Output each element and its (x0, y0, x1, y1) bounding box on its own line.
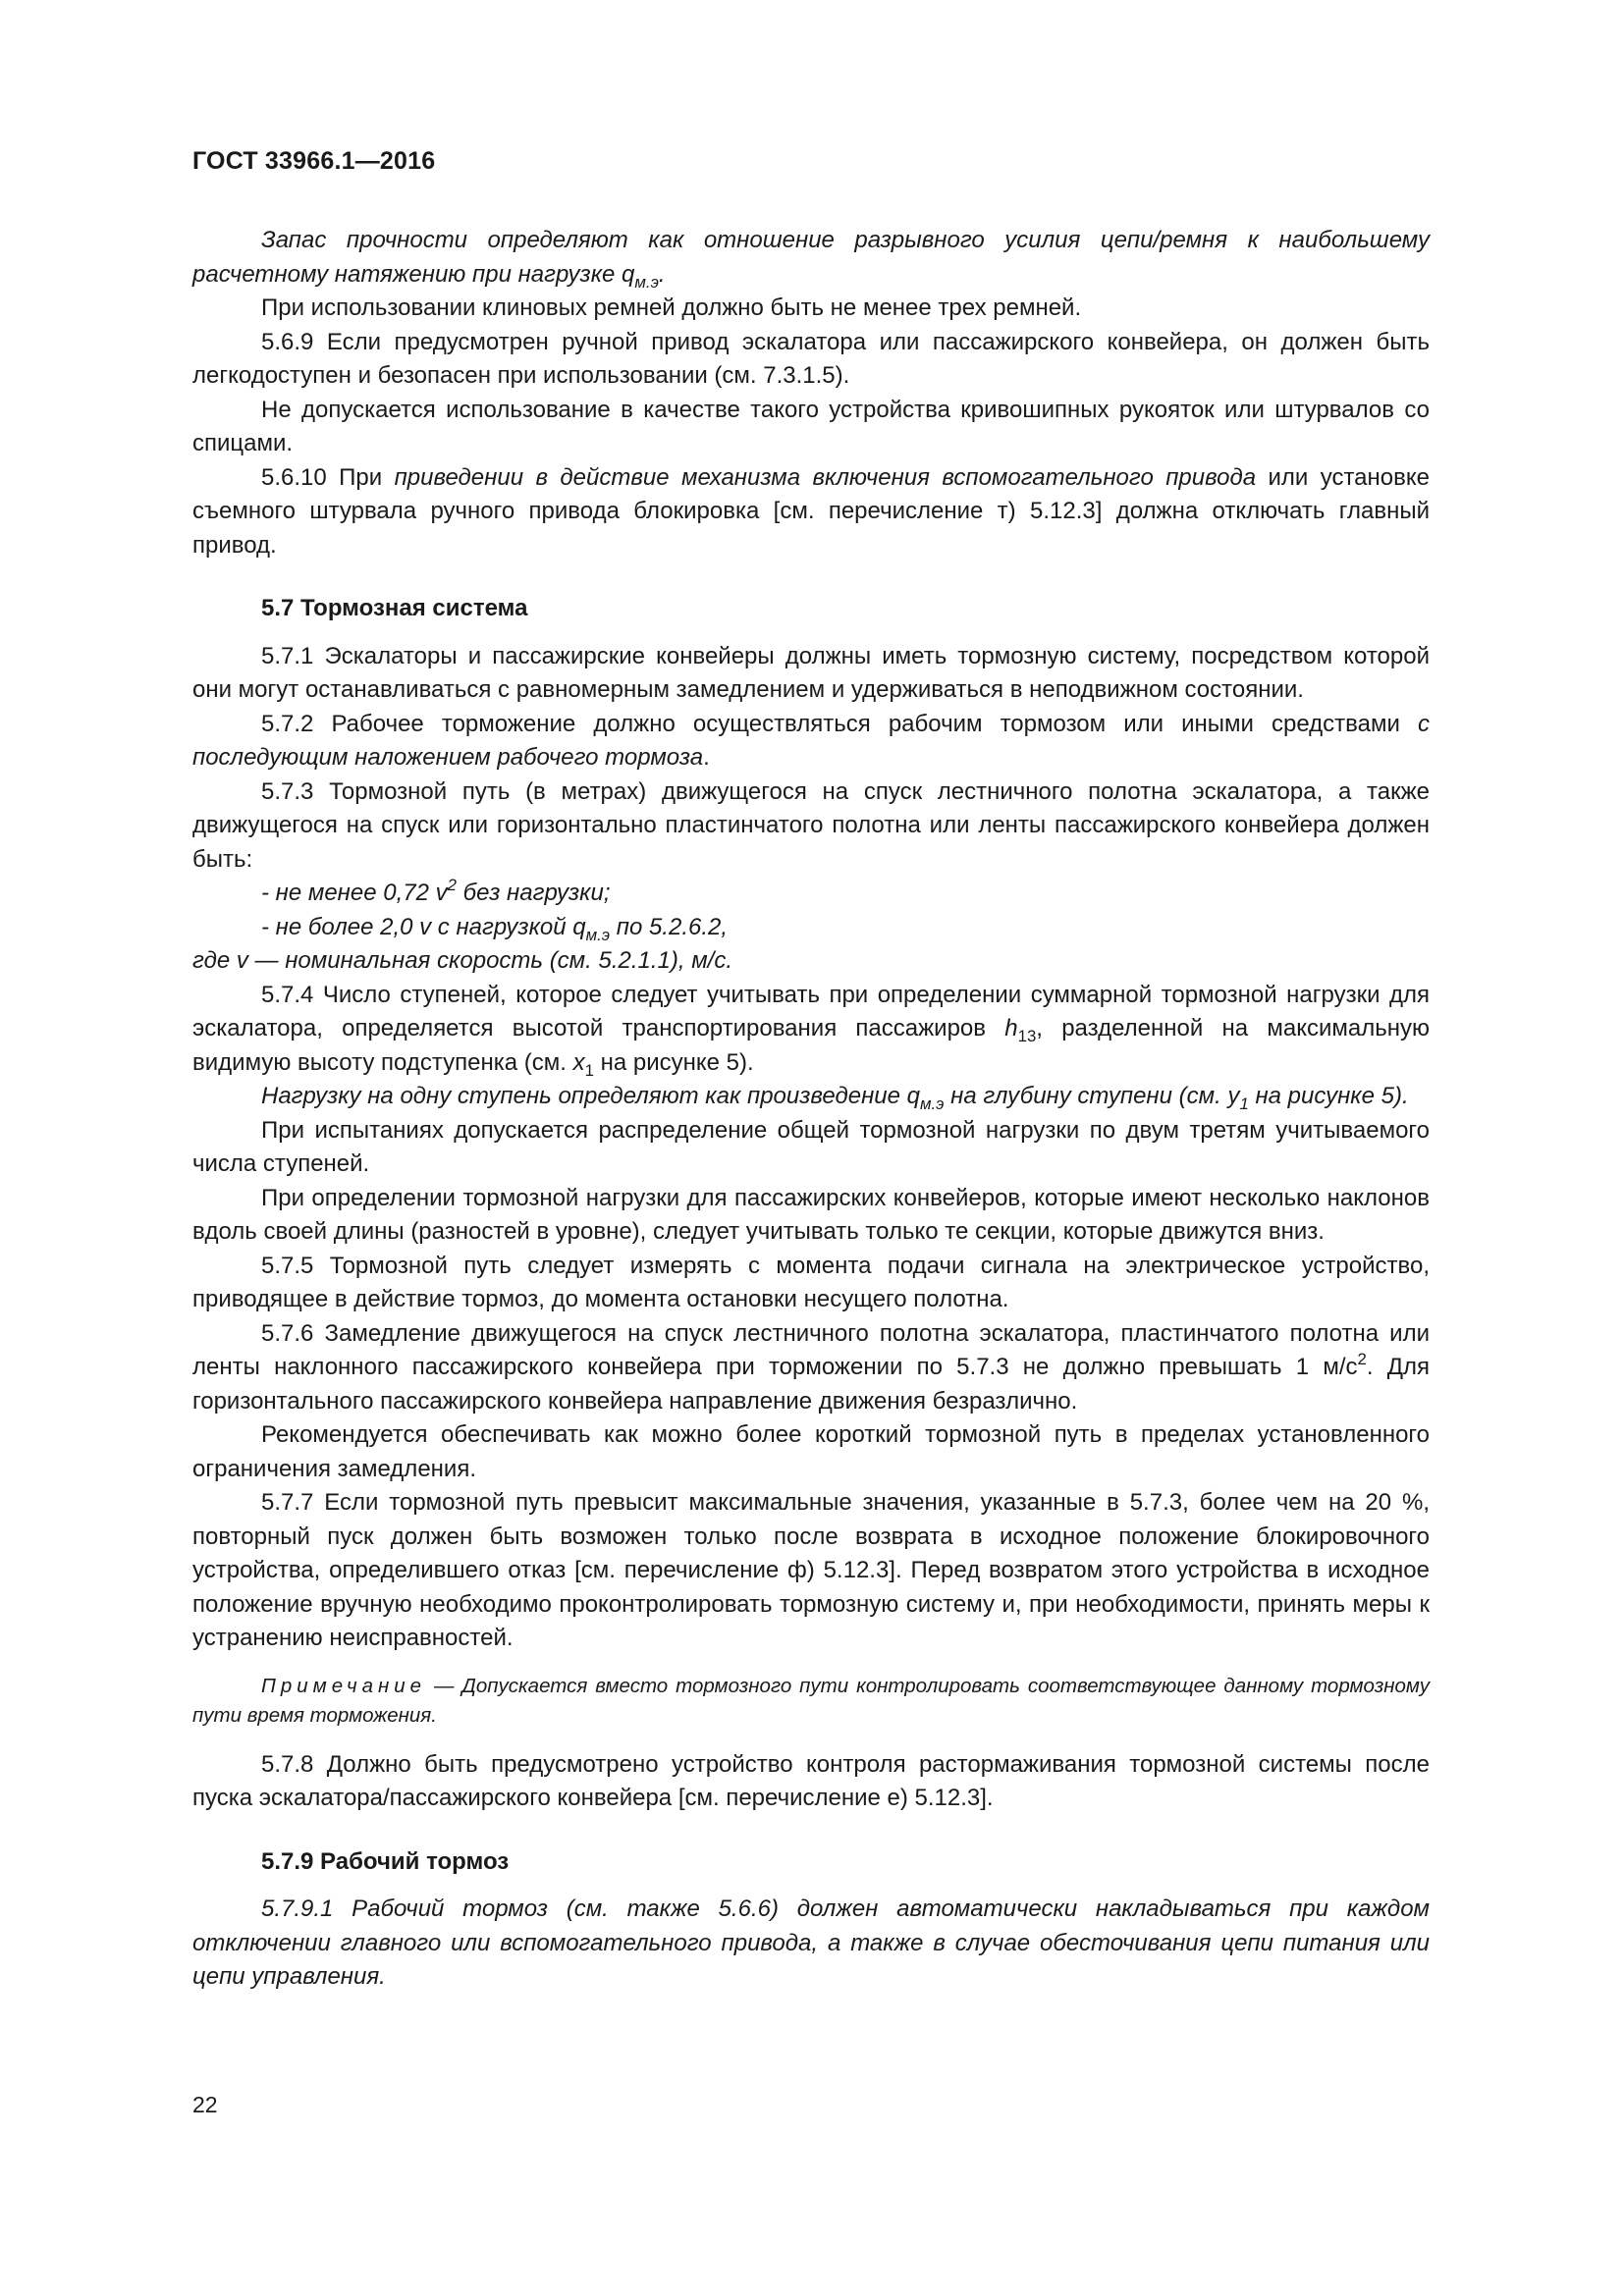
paragraph-5-7-6: 5.7.6 Замедление движущегося на спуск лестничного полотна эскалатора, пластинчатого полотна или ленты наклонного пассажирского конвейера при торможении по 5.7.3 не должно превышать 1 $м/с^2$. Для горизонтального пассажирского конвейера направление движения безразлично. (192, 1319, 1430, 1415)
paragraph-cranks: Не допускается использование в качестве такого устройства кривошипных рукояток или штурвалов со спицами. (192, 396, 1430, 456)
paragraph-5-7-3: 5.7.3 Тормозной путь (в метрах) движущегося на спуск лестничного полотна эскалатора, а также движущегося на спуск или горизонтально пластинчатого полотна или ленты пассажирского конвейера должен быть: (192, 777, 1430, 873)
paragraph-5-7-4: 5.7.4 Число ступеней, которое следует учитывать при определении суммарной тормозной нагрузки для эскалатора, определяется высотой транспортирования пассажиров $h_{13}$, разделенной на максимальную видимую высоту подступенка (см. $x_1$ на рисунке 5). (192, 981, 1430, 1080)
section-heading-5-7: 5.7 Тормозная система (261, 595, 528, 621)
paragraph-v-belts: При использовании клиновых ремней должно быть не менее трех ремней. (261, 294, 1082, 321)
paragraph-5-6-10: 5.6.10 При приведении в действие механизма включения вспомогательного привода или установке съемного штурвала ручного привода блокировка [см. перечисление т) 5.12.3] должна отключать главный привод. (192, 463, 1430, 559)
q-symbol: $q_{м.э}$ (622, 260, 659, 292)
document-header: ГОСТ 33966.1—2016 (192, 147, 436, 175)
section-heading-5-7-9: 5.7.9 Рабочий тормоз (261, 1847, 510, 1875)
paragraph-5-7-9-1: 5.7.9.1 Рабочий тормоз (см. также 5.6.6) должен автоматически накладываться при каждом отключении главного или вспомогательного привода, а также в случае обесточивания цепи питания или цепи управления. (192, 1896, 1430, 1990)
note: Примечание — Допускается вместо тормозного пути контролировать соответствующее данному тормозному пути время торможения. (192, 1674, 1430, 1727)
paragraph-5-7-1: 5.7.1 Эскалаторы и пассажирские конвейеры должны иметь тормозную систему, посредством которой они могут останавливаться с равномерным замедлением и удерживаться в неподвижном состоянии. (192, 642, 1430, 703)
paragraph-5-7-8: 5.7.8 Должно быть предусмотрено устройство контроля растормаживания тормозной системы после пуска эскалатора/пассажирского конвейера [см. перечисление е) 5.12.3]. (192, 1750, 1430, 1811)
paragraph-5-7-5: 5.7.5 Тормозной путь следует измерять с момента подачи сигнала на электрическое устройство, приводящее в действие тормоз, до момента остановки несущего полотна. (192, 1252, 1430, 1312)
document-body (192, 224, 1430, 1995)
paragraph-recommendation: Рекомендуется обеспечивать как можно более короткий тормозной путь в пределах установленного ограничения замедления. (192, 1421, 1430, 1482)
paragraph-5-6-9: 5.6.9 Если предусмотрен ручной привод эскалатора или пассажирского конвейера, он должен быть легкодоступен и безопасен при использовании (см. 7.3.1.5). (192, 328, 1430, 389)
paragraph-safety-factor: Запас прочности определяют как отношение разрывного усилия цепи/ремня к наибольшему расчетному натяжению при нагрузке $q_{м.э}$. (192, 227, 1430, 292)
paragraph-5-7-2: 5.7.2 Рабочее торможение должно осуществляться рабочим тормозом или иными средствами с последующим наложением рабочего тормоза. (192, 710, 1430, 771)
where-clause: где v — номинальная скорость (см. 5.2.1.1), м/с. (192, 947, 732, 974)
page-number: 22 (192, 2092, 218, 2117)
list-item-min-distance: - не менее 0,72 $v^2$ без нагрузки; (261, 876, 611, 906)
paragraph-conveyor-load: При определении тормозной нагрузки для пассажирских конвейеров, которые имеют несколько наклонов вдоль своей длины (разностей в уровне), следует учитывать только те секции, которые движутся вниз. (192, 1184, 1430, 1245)
paragraph-5-7-7: 5.7.7 Если тормозной путь превысит максимальные значения, указанные в 5.7.3, более чем на 20 %, повторный пуск должен быть возможен только после возврата в исходное положение блокировочного устройства, определившего отказ [см. перечисление ф) 5.12.3]. Перед возвратом этого устройства в исходное положение вручную необходимо проконтролировать тормозную систему и, при необходимости, принять меры к устранению неисправностей. (192, 1489, 1430, 1651)
paragraph-test-distribution: При испытаниях допускается распределение общей тормозной нагрузки по двум третям учитываемого числа ступеней. (192, 1116, 1430, 1177)
paragraph-step-load: Нагрузку на одну ступень определяют как произведение $q_{м.э}$ на глубину ступени (см. $y_1$ на рисунке 5). (261, 1083, 1409, 1113)
list-item-max-distance: - не более 2,0 v с нагрузкой $q_{м.э}$ по 5.2.6.2, (261, 913, 729, 944)
note-label: Примечание (261, 1674, 427, 1697)
